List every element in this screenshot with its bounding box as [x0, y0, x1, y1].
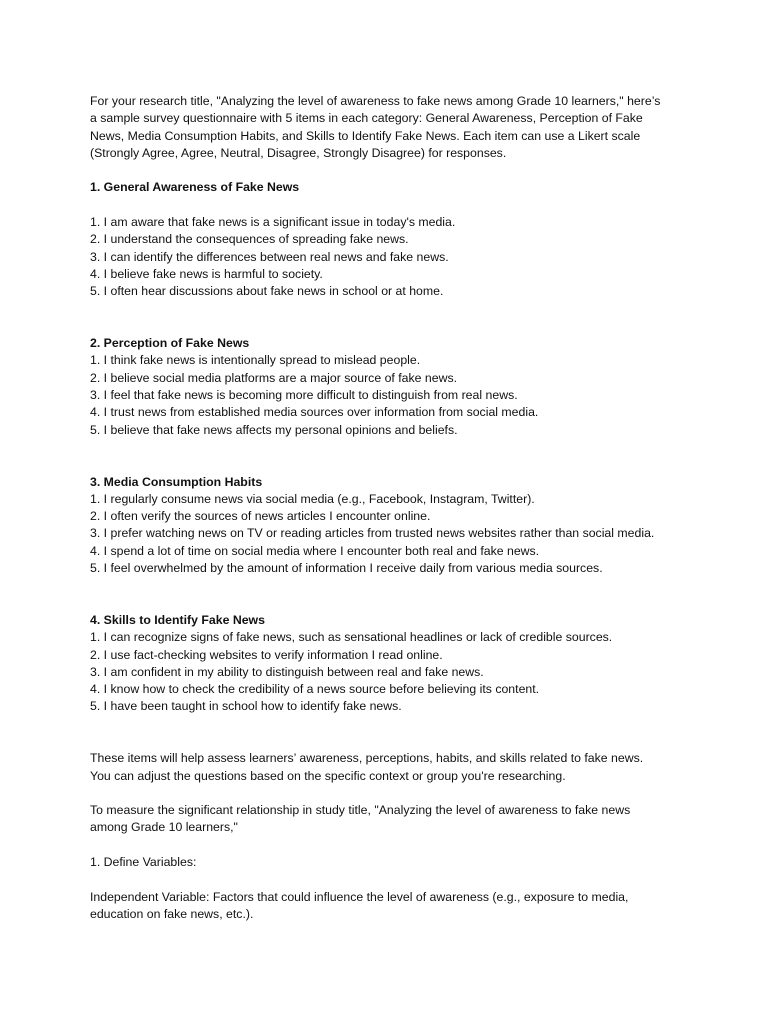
question-list	[90, 491, 690, 577]
list-item: 4. I know how to check the credibility of a news source before believing its content.	[90, 682, 540, 697]
list-item: 2. I believe social media platforms are a major source of fake news.	[90, 370, 458, 385]
define-variables-heading: 1. Define Variables:	[90, 855, 197, 870]
section-skills	[90, 612, 690, 716]
list-item: 3. I am confident in my ability to distinguish between real and fake news.	[90, 664, 484, 679]
document-page	[90, 93, 690, 923]
section-heading: 2. Perception of Fake News	[90, 336, 250, 351]
measure-paragraph	[90, 802, 690, 837]
list-item: 1. I am aware that fake news is a significant issue in today's media.	[90, 215, 456, 230]
section-heading: 1. General Awareness of Fake News	[90, 180, 300, 195]
measure-line: among Grade 10 learners,"	[90, 820, 238, 835]
intro-line: For your research title, "Analyzing the level of awareness to fake news among Grade 10 learners," here’s	[90, 94, 661, 108]
list-item: 2. I understand the consequences of spreading fake news.	[90, 232, 409, 247]
independent-line: education on fake news, etc.).	[90, 906, 254, 921]
list-item: 4. I spend a lot of time on social media where I encounter both real and fake news.	[90, 543, 540, 558]
spacer	[90, 837, 690, 854]
spacer	[90, 577, 690, 612]
list-item: 1. I think fake news is intentionally spread to mislead people.	[90, 353, 421, 368]
list-item: 2. I use fact-checking websites to verify information I read online.	[90, 647, 443, 662]
question-list	[90, 629, 690, 715]
list-item: 3. I can identify the differences between real news and fake news.	[90, 249, 449, 264]
spacer	[90, 871, 690, 888]
intro-line: (Strongly Agree, Agree, Neutral, Disagree, Strongly Disagree) for responses.	[90, 145, 507, 160]
list-item: 5. I have been taught in school how to identify fake news.	[90, 699, 402, 714]
intro-line: a sample survey questionnaire with 5 items in each category: General Awareness, Perception of Fake	[90, 111, 643, 126]
independent-line: Independent Variable: Factors that could influence the level of awareness (e.g., exposure to media,	[90, 889, 629, 904]
list-item: 3. I feel that fake news is becoming more difficult to distinguish from real news.	[90, 388, 518, 403]
list-item: 3. I prefer watching news on TV or reading articles from trusted news websites rather than social media.	[90, 526, 655, 541]
list-item: 1. I can recognize signs of fake news, such as sensational headlines or lack of credible sources.	[90, 630, 613, 645]
list-item: 5. I often hear discussions about fake news in school or at home.	[90, 284, 444, 299]
section-heading: 4. Skills to Identify Fake News	[90, 612, 265, 627]
list-item: 5. I believe that fake news affects my personal opinions and beliefs.	[90, 422, 458, 437]
list-item: 2. I often verify the sources of news articles I encounter online.	[90, 509, 431, 524]
spacer	[90, 716, 690, 751]
section-media-consumption	[90, 474, 690, 578]
closing-paragraph	[90, 750, 690, 785]
measure-line: To measure the significant relationship in study title, "Analyzing the level of awareness to fake news	[90, 803, 631, 818]
list-item: 5. I feel overwhelmed by the amount of information I receive daily from various media sources.	[90, 561, 603, 576]
question-list	[90, 352, 690, 438]
spacer	[90, 197, 690, 214]
intro-line: News, Media Consumption Habits, and Skills to Identify Fake News. Each item can use a Likert scale	[90, 128, 641, 143]
section-heading: 3. Media Consumption Habits	[90, 474, 263, 489]
spacer	[90, 301, 690, 336]
independent-variable-paragraph	[90, 889, 690, 924]
spacer	[90, 439, 690, 474]
section-general-awareness	[90, 179, 690, 300]
section-perception	[90, 335, 690, 439]
closing-line: These items will help assess learners’ awareness, perceptions, habits, and skills related to fake news.	[90, 751, 644, 766]
spacer	[90, 785, 690, 802]
spacer	[90, 162, 690, 179]
list-item: 4. I trust news from established media sources over information from social media.	[90, 405, 539, 420]
intro-paragraph	[90, 93, 690, 162]
question-list	[90, 214, 690, 300]
list-item: 4. I believe fake news is harmful to society.	[90, 266, 323, 281]
list-item: 1. I regularly consume news via social media (e.g., Facebook, Instagram, Twitter).	[90, 491, 535, 506]
closing-line: You can adjust the questions based on the specific context or group you're researching.	[90, 768, 566, 783]
